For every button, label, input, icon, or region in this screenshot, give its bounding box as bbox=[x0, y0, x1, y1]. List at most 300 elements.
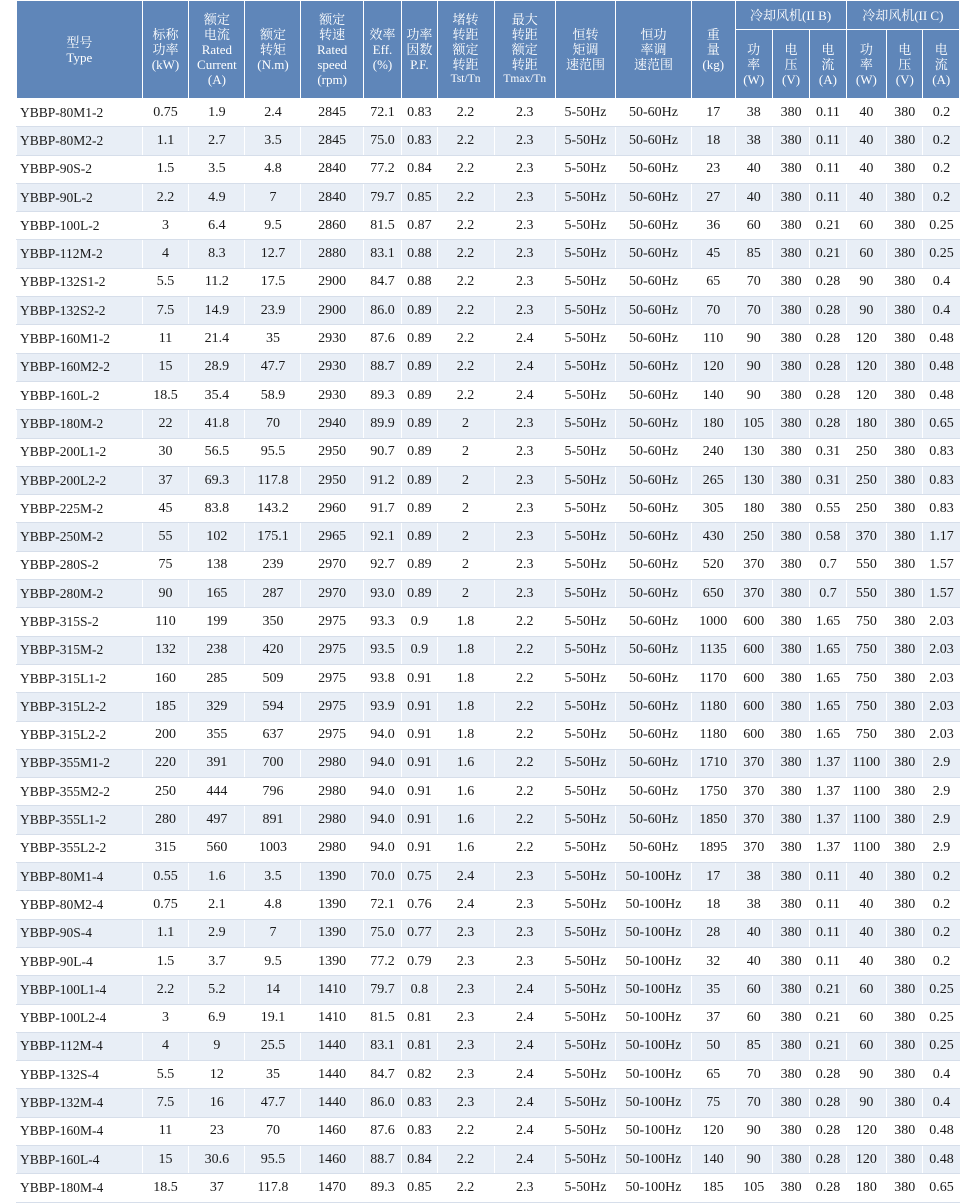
cell-weight: 1710 bbox=[691, 749, 735, 777]
cell-constant-torque-range: 5-50Hz bbox=[555, 778, 615, 806]
cell-locked-torque-ratio: 2.2 bbox=[437, 268, 494, 296]
cell-efficiency: 91.2 bbox=[363, 466, 401, 494]
header-line: 电流 bbox=[203, 27, 230, 42]
cell-fan-b-power: 250 bbox=[735, 523, 772, 551]
cell-fan-c-voltage: 380 bbox=[887, 863, 923, 891]
cell-rated-speed: 2930 bbox=[301, 381, 363, 409]
cell-model: YBBP-80M1-4 bbox=[17, 863, 143, 891]
cell-constant-torque-range: 5-50Hz bbox=[555, 947, 615, 975]
cell-fan-b-current: 0.21 bbox=[810, 1032, 846, 1060]
cell-fan-c-voltage: 380 bbox=[887, 1117, 923, 1145]
cell-locked-torque-ratio: 2.3 bbox=[437, 1089, 494, 1117]
cell-fan-b-power: 60 bbox=[735, 976, 772, 1004]
cell-rated-speed: 2965 bbox=[301, 523, 363, 551]
cell-rated-speed: 2940 bbox=[301, 410, 363, 438]
header-line: 率调 bbox=[640, 42, 667, 57]
cell-max-torque-ratio: 2.3 bbox=[494, 212, 555, 240]
cell-fan-b-voltage: 380 bbox=[772, 778, 809, 806]
cell-fan-c-power: 60 bbox=[846, 1004, 887, 1032]
cell-locked-torque-ratio: 2.4 bbox=[437, 891, 494, 919]
cell-rated-speed: 1440 bbox=[301, 1089, 363, 1117]
cell-fan-c-voltage: 380 bbox=[887, 438, 923, 466]
cell-fan-c-voltage: 380 bbox=[887, 297, 923, 325]
cell-fan-b-power: 38 bbox=[735, 127, 772, 155]
cell-rated-torque: 117.8 bbox=[245, 466, 301, 494]
cell-fan-c-voltage: 380 bbox=[887, 466, 923, 494]
cell-rated-torque: 420 bbox=[245, 636, 301, 664]
cell-fan-c-current: 0.25 bbox=[923, 1032, 960, 1060]
cell-fan-c-current: 0.25 bbox=[923, 976, 960, 1004]
table-row bbox=[17, 1117, 960, 1145]
cell-weight: 17 bbox=[691, 99, 735, 127]
cell-constant-torque-range: 5-50Hz bbox=[555, 919, 615, 947]
cell-efficiency: 88.7 bbox=[363, 353, 401, 381]
cell-fan-b-power: 600 bbox=[735, 721, 772, 749]
header-line: 转距 bbox=[511, 27, 538, 42]
table-row bbox=[17, 1174, 960, 1202]
cell-weight: 28 bbox=[691, 919, 735, 947]
cell-constant-power-range: 50-100Hz bbox=[616, 919, 692, 947]
cell-weight: 185 bbox=[691, 1174, 735, 1202]
header-line: (kg) bbox=[702, 57, 725, 72]
cell-power-factor: 0.75 bbox=[402, 863, 437, 891]
cell-fan-c-power: 40 bbox=[846, 155, 887, 183]
cell-efficiency: 84.7 bbox=[363, 268, 401, 296]
cell-power-factor: 0.87 bbox=[402, 212, 437, 240]
cell-fan-b-power: 600 bbox=[735, 608, 772, 636]
cell-constant-power-range: 50-60Hz bbox=[616, 721, 692, 749]
cell-weight: 1000 bbox=[691, 608, 735, 636]
table-row bbox=[17, 410, 960, 438]
cell-rated-speed: 2950 bbox=[301, 466, 363, 494]
cell-locked-torque-ratio: 1.6 bbox=[437, 834, 494, 862]
cell-fan-b-current: 0.28 bbox=[810, 381, 846, 409]
cell-efficiency: 79.7 bbox=[363, 183, 401, 211]
header-line: 速范围 bbox=[633, 57, 673, 72]
cell-weight: 240 bbox=[691, 438, 735, 466]
cell-fan-c-current: 2.9 bbox=[923, 749, 960, 777]
cell-fan-c-voltage: 380 bbox=[887, 381, 923, 409]
cell-power-factor: 0.89 bbox=[402, 438, 437, 466]
cell-model: YBBP-315S-2 bbox=[17, 608, 143, 636]
cell-locked-torque-ratio: 2.3 bbox=[437, 947, 494, 975]
cell-constant-power-range: 50-60Hz bbox=[616, 155, 692, 183]
cell-fan-b-power: 180 bbox=[735, 495, 772, 523]
cell-model: YBBP-160M2-2 bbox=[17, 353, 143, 381]
cell-fan-c-power: 60 bbox=[846, 976, 887, 1004]
col-header-fan-c-current bbox=[923, 30, 960, 99]
cell-power-factor: 0.81 bbox=[402, 1032, 437, 1060]
cell-power-factor: 0.9 bbox=[402, 608, 437, 636]
cell-constant-power-range: 50-60Hz bbox=[616, 325, 692, 353]
cell-fan-b-current: 0.21 bbox=[810, 240, 846, 268]
cell-fan-c-power: 250 bbox=[846, 438, 887, 466]
cell-power-factor: 0.84 bbox=[402, 155, 437, 183]
cell-rated-speed: 1390 bbox=[301, 919, 363, 947]
cell-model: YBBP-355M1-2 bbox=[17, 749, 143, 777]
cell-constant-torque-range: 5-50Hz bbox=[555, 240, 615, 268]
cell-efficiency: 70.0 bbox=[363, 863, 401, 891]
cell-constant-power-range: 50-60Hz bbox=[616, 580, 692, 608]
col-header-power-factor bbox=[402, 1, 437, 99]
cell-fan-c-current: 2.9 bbox=[923, 806, 960, 834]
cell-rated-speed: 1460 bbox=[301, 1117, 363, 1145]
cell-efficiency: 92.7 bbox=[363, 551, 401, 579]
cell-locked-torque-ratio: 2.2 bbox=[437, 99, 494, 127]
header-line: (kW) bbox=[151, 57, 180, 72]
cell-fan-b-current: 0.28 bbox=[810, 325, 846, 353]
cell-weight: 70 bbox=[691, 297, 735, 325]
cell-locked-torque-ratio: 1.8 bbox=[437, 693, 494, 721]
cell-constant-torque-range: 5-50Hz bbox=[555, 523, 615, 551]
cell-max-torque-ratio: 2.3 bbox=[494, 240, 555, 268]
table-row bbox=[17, 353, 960, 381]
cell-constant-power-range: 50-60Hz bbox=[616, 495, 692, 523]
cell-rated-torque: 9.5 bbox=[245, 947, 301, 975]
cell-fan-c-current: 2.03 bbox=[923, 721, 960, 749]
cell-fan-b-voltage: 380 bbox=[772, 325, 809, 353]
cell-rated-torque: 7 bbox=[245, 919, 301, 947]
cell-fan-b-current: 0.28 bbox=[810, 1145, 846, 1173]
cell-model: YBBP-200L2-2 bbox=[17, 466, 143, 494]
header-line: 流 bbox=[821, 56, 835, 72]
cell-rated-speed: 2975 bbox=[301, 693, 363, 721]
cell-rated-power: 18.5 bbox=[142, 381, 189, 409]
cell-efficiency: 72.1 bbox=[363, 891, 401, 919]
col-header-fan-c-power bbox=[846, 30, 887, 99]
cell-rated-current: 56.5 bbox=[189, 438, 245, 466]
cell-power-factor: 0.89 bbox=[402, 523, 437, 551]
cell-rated-torque: 350 bbox=[245, 608, 301, 636]
cell-constant-torque-range: 5-50Hz bbox=[555, 1174, 615, 1202]
cell-weight: 23 bbox=[691, 155, 735, 183]
cell-fan-b-power: 70 bbox=[735, 268, 772, 296]
cell-fan-b-voltage: 380 bbox=[772, 551, 809, 579]
cell-power-factor: 0.77 bbox=[402, 919, 437, 947]
cell-model: YBBP-225M-2 bbox=[17, 495, 143, 523]
cell-max-torque-ratio: 2.3 bbox=[494, 127, 555, 155]
cell-rated-current: 355 bbox=[189, 721, 245, 749]
cell-rated-current: 30.6 bbox=[189, 1145, 245, 1173]
header-line: 额定 bbox=[511, 42, 538, 57]
cell-fan-b-voltage: 380 bbox=[772, 749, 809, 777]
header-line: 压 bbox=[784, 56, 798, 72]
cell-fan-b-current: 1.65 bbox=[810, 636, 846, 664]
cell-fan-c-voltage: 380 bbox=[887, 1061, 923, 1089]
cell-rated-speed: 2930 bbox=[301, 353, 363, 381]
cell-fan-b-power: 600 bbox=[735, 664, 772, 692]
cell-rated-torque: 25.5 bbox=[245, 1032, 301, 1060]
cell-locked-torque-ratio: 2.2 bbox=[437, 1174, 494, 1202]
header-line: (V) bbox=[895, 71, 914, 87]
cell-constant-torque-range: 5-50Hz bbox=[555, 183, 615, 211]
cell-max-torque-ratio: 2.3 bbox=[494, 523, 555, 551]
cell-fan-b-power: 105 bbox=[735, 1174, 772, 1202]
cell-fan-c-voltage: 380 bbox=[887, 636, 923, 664]
table-row bbox=[17, 183, 960, 211]
table-row bbox=[17, 155, 960, 183]
cell-fan-b-voltage: 380 bbox=[772, 919, 809, 947]
cell-weight: 1170 bbox=[691, 664, 735, 692]
cell-constant-power-range: 50-60Hz bbox=[616, 212, 692, 240]
cell-fan-c-current: 0.4 bbox=[923, 1061, 960, 1089]
cell-fan-b-voltage: 380 bbox=[772, 608, 809, 636]
cell-fan-c-current: 0.2 bbox=[923, 919, 960, 947]
cell-locked-torque-ratio: 2 bbox=[437, 551, 494, 579]
table-row bbox=[17, 636, 960, 664]
cell-power-factor: 0.91 bbox=[402, 749, 437, 777]
cell-rated-torque: 70 bbox=[245, 1117, 301, 1145]
cell-model: YBBP-280S-2 bbox=[17, 551, 143, 579]
cell-fan-b-power: 40 bbox=[735, 919, 772, 947]
cell-model: YBBP-132S1-2 bbox=[17, 268, 143, 296]
cell-rated-torque: 58.9 bbox=[245, 381, 301, 409]
cell-fan-c-current: 0.48 bbox=[923, 325, 960, 353]
cell-weight: 75 bbox=[691, 1089, 735, 1117]
cell-fan-c-current: 0.83 bbox=[923, 466, 960, 494]
cell-rated-speed: 1460 bbox=[301, 1145, 363, 1173]
cell-model: YBBP-80M2-2 bbox=[17, 127, 143, 155]
cell-max-torque-ratio: 2.3 bbox=[494, 919, 555, 947]
cell-fan-c-power: 250 bbox=[846, 495, 887, 523]
cell-fan-b-voltage: 380 bbox=[772, 466, 809, 494]
cell-rated-current: 560 bbox=[189, 834, 245, 862]
cell-constant-power-range: 50-60Hz bbox=[616, 523, 692, 551]
cell-fan-b-voltage: 380 bbox=[772, 1174, 809, 1202]
col-header-fan-b-power bbox=[735, 30, 772, 99]
cell-fan-b-current: 1.65 bbox=[810, 608, 846, 636]
cell-rated-current: 8.3 bbox=[189, 240, 245, 268]
cell-constant-power-range: 50-60Hz bbox=[616, 353, 692, 381]
cell-fan-b-voltage: 380 bbox=[772, 240, 809, 268]
cell-fan-b-current: 0.28 bbox=[810, 353, 846, 381]
cell-fan-b-current: 0.55 bbox=[810, 495, 846, 523]
cell-weight: 1135 bbox=[691, 636, 735, 664]
header-line: 重 bbox=[706, 27, 720, 42]
cell-constant-power-range: 50-60Hz bbox=[616, 240, 692, 268]
cell-power-factor: 0.89 bbox=[402, 466, 437, 494]
cell-fan-b-power: 85 bbox=[735, 1032, 772, 1060]
cell-rated-speed: 2970 bbox=[301, 580, 363, 608]
cell-efficiency: 93.8 bbox=[363, 664, 401, 692]
header-line: (W) bbox=[855, 71, 877, 87]
cell-max-torque-ratio: 2.3 bbox=[494, 155, 555, 183]
cell-weight: 120 bbox=[691, 353, 735, 381]
cell-power-factor: 0.8 bbox=[402, 976, 437, 1004]
cell-model: YBBP-132M-4 bbox=[17, 1089, 143, 1117]
col-header-locked-torque bbox=[437, 1, 494, 99]
cell-fan-c-power: 250 bbox=[846, 466, 887, 494]
cell-power-factor: 0.89 bbox=[402, 325, 437, 353]
cell-fan-b-current: 0.21 bbox=[810, 1004, 846, 1032]
cell-max-torque-ratio: 2.4 bbox=[494, 1061, 555, 1089]
cell-model: YBBP-90L-4 bbox=[17, 947, 143, 975]
cell-rated-current: 37 bbox=[189, 1174, 245, 1202]
cell-rated-current: 11.2 bbox=[189, 268, 245, 296]
header-line: 效率 bbox=[369, 27, 396, 42]
cell-constant-power-range: 50-100Hz bbox=[616, 1061, 692, 1089]
cell-fan-c-current: 2.03 bbox=[923, 693, 960, 721]
cell-rated-torque: 47.7 bbox=[245, 353, 301, 381]
cell-fan-b-current: 1.65 bbox=[810, 693, 846, 721]
header-line: 量 bbox=[706, 42, 720, 57]
cell-constant-torque-range: 5-50Hz bbox=[555, 976, 615, 1004]
cell-constant-torque-range: 5-50Hz bbox=[555, 99, 615, 127]
cell-rated-speed: 2975 bbox=[301, 721, 363, 749]
cell-model: YBBP-315L2-2 bbox=[17, 693, 143, 721]
table-row bbox=[17, 976, 960, 1004]
cell-rated-power: 11 bbox=[142, 1117, 189, 1145]
cell-efficiency: 77.2 bbox=[363, 947, 401, 975]
cell-fan-c-voltage: 380 bbox=[887, 919, 923, 947]
cell-fan-b-current: 0.11 bbox=[810, 183, 846, 211]
cell-constant-power-range: 50-100Hz bbox=[616, 1145, 692, 1173]
cell-max-torque-ratio: 2.2 bbox=[494, 608, 555, 636]
cell-weight: 1180 bbox=[691, 721, 735, 749]
cell-model: YBBP-132S2-2 bbox=[17, 297, 143, 325]
cell-efficiency: 94.0 bbox=[363, 749, 401, 777]
cell-fan-c-voltage: 380 bbox=[887, 268, 923, 296]
cell-locked-torque-ratio: 2.3 bbox=[437, 1004, 494, 1032]
header-line: 转速 bbox=[319, 27, 346, 42]
cell-constant-power-range: 50-60Hz bbox=[616, 438, 692, 466]
cell-rated-power: 3 bbox=[142, 1004, 189, 1032]
cell-weight: 37 bbox=[691, 1004, 735, 1032]
cell-rated-current: 21.4 bbox=[189, 325, 245, 353]
cell-power-factor: 0.79 bbox=[402, 947, 437, 975]
table-row bbox=[17, 325, 960, 353]
cell-locked-torque-ratio: 2.2 bbox=[437, 240, 494, 268]
cell-fan-b-power: 38 bbox=[735, 99, 772, 127]
header-line: Rated bbox=[316, 42, 348, 57]
cell-rated-torque: 12.7 bbox=[245, 240, 301, 268]
cell-rated-torque: 891 bbox=[245, 806, 301, 834]
cell-rated-torque: 143.2 bbox=[245, 495, 301, 523]
cell-max-torque-ratio: 2.3 bbox=[494, 297, 555, 325]
cell-power-factor: 0.85 bbox=[402, 1174, 437, 1202]
cell-rated-torque: 17.5 bbox=[245, 268, 301, 296]
cell-rated-torque: 700 bbox=[245, 749, 301, 777]
cell-fan-b-current: 0.21 bbox=[810, 976, 846, 1004]
cell-fan-c-power: 370 bbox=[846, 523, 887, 551]
cell-locked-torque-ratio: 2.2 bbox=[437, 183, 494, 211]
cell-max-torque-ratio: 2.3 bbox=[494, 183, 555, 211]
cell-rated-speed: 2960 bbox=[301, 495, 363, 523]
cell-efficiency: 88.7 bbox=[363, 1145, 401, 1173]
header-line: 电 bbox=[821, 41, 835, 57]
cell-power-factor: 0.91 bbox=[402, 834, 437, 862]
cell-constant-power-range: 50-60Hz bbox=[616, 834, 692, 862]
cell-fan-c-power: 750 bbox=[846, 664, 887, 692]
cell-locked-torque-ratio: 2.2 bbox=[437, 127, 494, 155]
cell-fan-c-current: 0.4 bbox=[923, 268, 960, 296]
cell-fan-c-voltage: 380 bbox=[887, 212, 923, 240]
cell-rated-torque: 95.5 bbox=[245, 1145, 301, 1173]
cell-locked-torque-ratio: 2.2 bbox=[437, 1145, 494, 1173]
table-row bbox=[17, 523, 960, 551]
cell-fan-b-power: 90 bbox=[735, 353, 772, 381]
cell-constant-torque-range: 5-50Hz bbox=[555, 1117, 615, 1145]
cell-max-torque-ratio: 2.3 bbox=[494, 438, 555, 466]
cell-fan-c-power: 120 bbox=[846, 1117, 887, 1145]
cell-rated-power: 0.75 bbox=[142, 891, 189, 919]
cell-constant-power-range: 50-100Hz bbox=[616, 1117, 692, 1145]
cell-rated-power: 220 bbox=[142, 749, 189, 777]
cell-locked-torque-ratio: 2.3 bbox=[437, 919, 494, 947]
cell-rated-current: 23 bbox=[189, 1117, 245, 1145]
cell-efficiency: 77.2 bbox=[363, 155, 401, 183]
cell-locked-torque-ratio: 2.2 bbox=[437, 155, 494, 183]
cell-max-torque-ratio: 2.2 bbox=[494, 693, 555, 721]
cell-constant-power-range: 50-100Hz bbox=[616, 1004, 692, 1032]
cell-fan-c-voltage: 380 bbox=[887, 721, 923, 749]
cell-power-factor: 0.88 bbox=[402, 268, 437, 296]
cell-constant-power-range: 50-60Hz bbox=[616, 99, 692, 127]
header-line: 电 bbox=[934, 41, 948, 57]
cell-rated-torque: 4.8 bbox=[245, 891, 301, 919]
cell-rated-torque: 7 bbox=[245, 183, 301, 211]
cell-rated-current: 285 bbox=[189, 664, 245, 692]
cell-constant-power-range: 50-60Hz bbox=[616, 778, 692, 806]
cell-efficiency: 92.1 bbox=[363, 523, 401, 551]
cell-locked-torque-ratio: 2.2 bbox=[437, 353, 494, 381]
cell-efficiency: 81.5 bbox=[363, 1004, 401, 1032]
cell-fan-c-current: 2.03 bbox=[923, 664, 960, 692]
cell-fan-b-power: 370 bbox=[735, 551, 772, 579]
cell-power-factor: 0.76 bbox=[402, 891, 437, 919]
cell-power-factor: 0.91 bbox=[402, 721, 437, 749]
header-line: 额定 bbox=[452, 42, 479, 57]
col-header-fan-iic: 冷却风机(II C) bbox=[846, 1, 959, 30]
cell-fan-b-current: 0.31 bbox=[810, 438, 846, 466]
cell-max-torque-ratio: 2.2 bbox=[494, 778, 555, 806]
cell-rated-power: 160 bbox=[142, 664, 189, 692]
cell-model: YBBP-200L1-2 bbox=[17, 438, 143, 466]
cell-fan-c-power: 40 bbox=[846, 99, 887, 127]
cell-constant-torque-range: 5-50Hz bbox=[555, 212, 615, 240]
cell-rated-power: 75 bbox=[142, 551, 189, 579]
cell-model: YBBP-90L-2 bbox=[17, 183, 143, 211]
cell-weight: 650 bbox=[691, 580, 735, 608]
cell-rated-power: 3 bbox=[142, 212, 189, 240]
cell-fan-b-voltage: 380 bbox=[772, 268, 809, 296]
cell-fan-c-current: 0.4 bbox=[923, 297, 960, 325]
cell-rated-current: 497 bbox=[189, 806, 245, 834]
cell-max-torque-ratio: 2.3 bbox=[494, 863, 555, 891]
col-header-speed bbox=[301, 1, 363, 99]
cell-fan-c-voltage: 380 bbox=[887, 664, 923, 692]
cell-fan-c-current: 2.03 bbox=[923, 636, 960, 664]
cell-fan-c-voltage: 380 bbox=[887, 947, 923, 975]
cell-fan-c-power: 120 bbox=[846, 353, 887, 381]
cell-fan-b-voltage: 380 bbox=[772, 806, 809, 834]
table-row bbox=[17, 99, 960, 127]
cell-constant-torque-range: 5-50Hz bbox=[555, 466, 615, 494]
cell-max-torque-ratio: 2.4 bbox=[494, 1004, 555, 1032]
table-row bbox=[17, 608, 960, 636]
header-line: 电 bbox=[898, 41, 912, 57]
cell-rated-power: 4 bbox=[142, 240, 189, 268]
cell-fan-c-current: 0.2 bbox=[923, 127, 960, 155]
cell-locked-torque-ratio: 1.8 bbox=[437, 636, 494, 664]
header-line: 转矩 bbox=[259, 42, 286, 57]
cell-rated-current: 329 bbox=[189, 693, 245, 721]
cell-model: YBBP-315M-2 bbox=[17, 636, 143, 664]
table-row bbox=[17, 778, 960, 806]
cell-rated-power: 5.5 bbox=[142, 268, 189, 296]
cell-max-torque-ratio: 2.4 bbox=[494, 1089, 555, 1117]
cell-fan-b-voltage: 380 bbox=[772, 155, 809, 183]
